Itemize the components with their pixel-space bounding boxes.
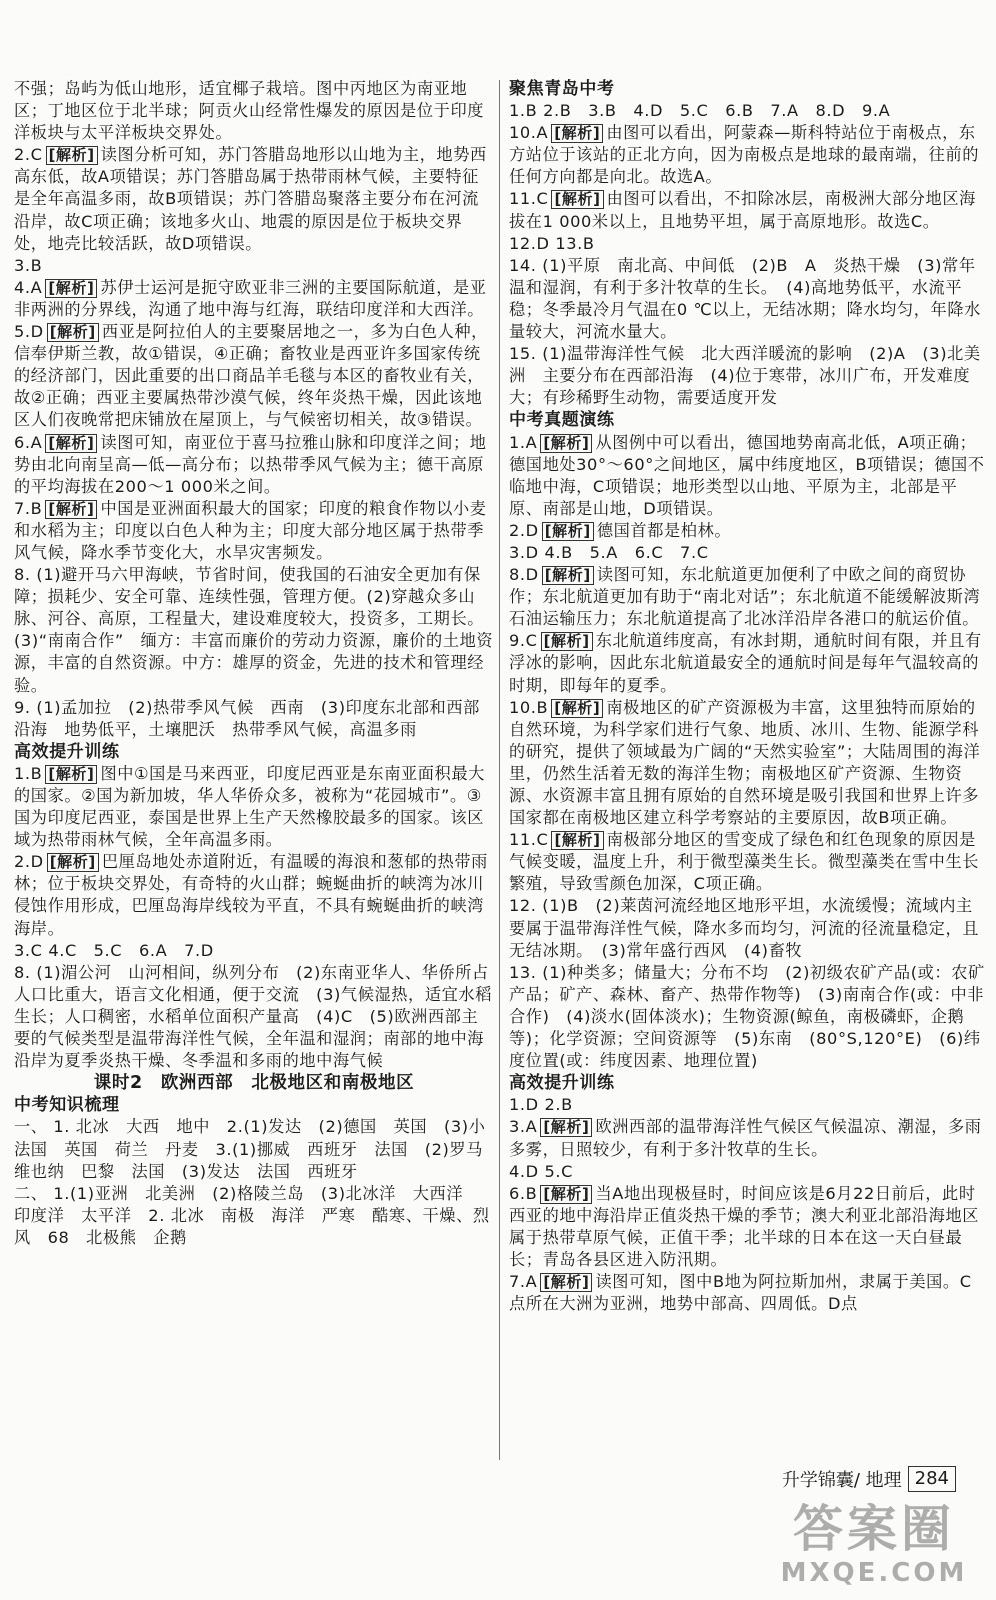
answer-entry [14,432,494,498]
answer-number: 1.B [509,101,538,121]
analysis-tag: [解析] [540,1118,592,1137]
answer-number: 2.C [14,145,43,165]
analysis-tag: [解析] [551,190,603,209]
answer-number: 11.C [509,830,549,850]
answer-text: 东北航道纬度高，有冰封期，通航时间有限，并且有浮冰的影响，因此东北航道最安全的通航时间是每年气温较高的时期，即每年的夏季。 [509,631,982,695]
answer-entry [14,78,494,144]
answer-entry [509,1271,987,1315]
answer-entry [509,542,987,564]
answer-text: 5.C [544,1161,574,1181]
answer-number: 4.A [14,277,43,297]
answer-entry [14,962,494,1072]
analysis-tag: [解析] [540,434,592,453]
answer-entry [14,255,494,277]
answer-text: 4.C 5.C 6.A 7.D [48,940,214,960]
right-column [509,78,987,1315]
answer-text: 南极部分地区的雪变成了绿色和红色现象的原因是气候变暖，温度上升，利于微型藻类生长。微型藻类在雪中生长繁殖，导致雪颜色加深，C项正确。 [509,830,980,894]
answer-entry [509,100,987,122]
lesson-title: 课时2 欧洲西部 北极地区和南极地区 [93,1073,415,1094]
answer-number: 8. [14,962,31,982]
section-heading: 中考知识梳理 [14,1095,120,1116]
analysis-tag: [解析] [47,853,99,872]
answer-text: 欧洲西部的温带海洋性气候区气候温凉、潮湿，多雨多雾，日照较少，有利于多汁牧草的生长。 [509,1117,982,1159]
answer-text: 苏伊士运河是扼守欧亚非三洲的主要国际航道，是亚非两洲的分界线，沟通了地中海与红海，联结印度洋和大西洋。 [14,277,487,319]
analysis-tag: [解析] [540,1273,592,1292]
answer-text: 4.B 5.A 6.C 7.C [544,542,709,562]
analysis-tag: [解析] [45,279,97,298]
section-heading: 中考真题演练 [509,410,615,431]
answer-number: 4.D [509,1161,539,1181]
section-heading: 高效提升训练 [14,741,120,762]
analysis-tag: [解析] [542,522,594,541]
section-heading: 高效提升训练 [509,1073,615,1094]
answer-number: 3.A [509,1117,538,1137]
answer-entry [14,697,494,741]
watermark-logo-text: 答案圈 [793,1500,955,1558]
answer-number: 一、 [14,1117,48,1137]
answer-number: 9. [14,697,31,717]
answer-entry [14,851,494,939]
answer-text: (1)种类多；储量大；分布不均 (2)初级农矿产品(或：农矿产品；矿产、森林、畜产、热带作物等) (3)南南合作(或：中非合作) (4)淡水(固体淡水)；生物资源(鲸鱼，南极磷虾，企鹅等)；化学资源；空间资源等 (5)东南 (80°S,120°E) (6)纬度位置(或：纬度因素、地理位置) [509,962,985,1071]
answer-text: 德国首都是柏林。 [596,520,732,540]
answer-text: 由图可以看出，不扣除冰层，南极洲大部分地区海拔在1 000米以上，且地势平坦，属于高原地形。故选C。 [509,189,976,231]
answer-number: 7.B [14,498,43,518]
answer-number: 13. [509,962,537,982]
watermark [764,1500,984,1596]
answer-number: 二、 [14,1183,48,1203]
answer-text: 读图分析可知，苏门答腊岛地形以山地为主，地势西高东低，故A项错误；苏门答腊岛属于热带雨林气候，主要特征是全年高温多雨，故B项错误；苏门答腊岛聚落主要分布在河流沿岸，故C项正确；该地多火山、地震的原因是位于板块交界处，地壳比较活跃，故D项错误。 [14,145,487,253]
answer-number: 6.A [14,432,43,452]
analysis-tag: [解析] [45,434,97,453]
answer-entry [509,1161,987,1183]
answer-entry [509,343,987,409]
answer-text: (1)B (2)莱茵河流经地区地形平坦，水流缓慢；流域内主要属于温带海洋性气候，降水多而均匀，河流的径流量稳定，且无结冰期。 (3)常年盛行西风 (4)畜牧 [509,896,980,960]
answer-entry [14,564,494,697]
answer-entry [509,233,987,255]
answer-entry [509,962,987,1072]
answer-entry [14,1116,503,1182]
answer-entry [14,498,494,564]
analysis-tag: [解析] [551,831,603,850]
answer-text: 2.B 3.B 4.D 5.C 6.B 7.A 8.D 9.A [543,101,891,121]
analysis-tag: [解析] [46,146,98,165]
analysis-tag: [解析] [551,699,603,718]
answer-text: 13.B [555,233,595,253]
answer-number: 3.C [14,940,43,960]
answer-entry [509,122,987,188]
section-heading: 聚焦青岛中考 [509,79,615,99]
answer-text: 由图可以看出，阿蒙森—斯科特站位于南极点，东方站位于该站的正北方向，因为南极点是地球的最南端，往前的任何方向都是向北。故选A。 [509,123,980,187]
analysis-tag: [解析] [551,124,603,143]
answer-text: 南极地区的矿产资源极为丰富，这里独特而原始的自然环境，为科学家们进行气象、地质、冰川、生物、能源学科的研究，提供了领域最为广阔的“天然实验室”；大陆周围的海洋里，仍然生活着无数的海洋生物；南极地区矿产资源、生物资源、水资源丰富且拥有原始的自然环境是吸引我国和世界上许多国家都在南极地区建立科学考察站的主要原因，故B项正确。 [509,697,981,828]
answer-number: 11.C [509,189,549,209]
answer-number: 7.A [509,1272,538,1292]
answer-number: 3.B [14,255,43,275]
answer-number: 1.D [509,1095,539,1115]
book-title: 升学锦囊/ 地理 [781,1470,902,1491]
analysis-tag: [解析] [47,323,99,342]
answer-entry [509,188,987,232]
answer-number: 1.B [14,763,43,783]
answer-text: 西亚是阿拉伯人的主要聚居地之一，多为白色人种，信奉伊斯兰教，故①错误，④正确；畜牧业是西亚许多国家传统的经济部门，因此重要的出口商品羊毛毯与本区的畜牧业有关，故②正确；西亚主要属热带沙漠气候，终年炎热干燥，因此该地区人们夜晚常把床铺放在屋顶上，与气候密切相关，故③错误。 [14,322,488,430]
analysis-tag: [解析] [540,1185,592,1204]
answer-entry [509,1183,987,1271]
answer-number: 1.A [509,432,538,452]
answer-entry [14,763,494,851]
answer-text: (1)避开马六甲海峡，节省时间，使我国的石油安全更加有保障；损耗少、安全可靠、连续性强，管理方便。(2)穿越众多山脉、河谷、高原，工程量大，建设难度较大，投资多，工期长。 (3)“南南合作” 缅方：丰富而廉价的劳动力资源，廉价的土地资源，丰富的自然资源。中方：雄厚的资金，先进的技术和管理经验。 [14,565,494,695]
answer-entry [509,520,987,542]
answer-entry [509,697,987,830]
watermark-url: MXQE.COM [780,1558,968,1588]
answer-entry [509,1094,987,1116]
answer-text: (1)温带海洋性气候 北大西洋暖流的影响 (2)A (3)北美洲 主要分布在西部沿海 (4)位于寒带，冰川广布，开发难度大；有珍稀野生动物，需要适度开发 [509,344,981,408]
answer-number: 8. [14,565,31,585]
answer-text: 读图可知，南亚位于喜马拉雅山脉和印度洋之间；地势由北向南呈高—低—高分布；以热带季风气候为主；德干高原的平均海拔在200～1 000米之间。 [14,432,487,496]
page-footer [782,1466,956,1492]
left-column [14,78,503,1249]
answer-text: 2.B [544,1095,573,1115]
answer-entry [509,255,987,343]
answer-number: 15. [509,344,537,364]
answer-number: 8.D [509,565,539,585]
answer-text: (1)孟加拉 (2)热带季风气候 西南 (3)印度东北部和西部沿海 地势低平，土壤肥沃 热带季风气候，高温多雨 [14,697,480,739]
answer-number: 6.B [509,1183,538,1203]
page-number: 284 [908,1466,956,1492]
answer-text: 1.(1)亚洲 北美洲 (2)格陵兰岛 (3)北冰洋 大西洋 印度洋 太平洋 2. 北冰 南极 海洋 严寒 酷寒、干燥、烈风 68 北极熊 企鹅 [14,1183,490,1247]
answer-text: 中国是亚洲面积最大的国家；印度的粮食作物以小麦和水稻为主；印度以白色人种为主；印度大部分地区属于热带季风气候，降水季节变化大，水旱灾害频发。 [14,498,487,562]
answer-number: 9.C [509,631,538,651]
answer-entry [509,895,987,961]
answer-entry [14,1183,494,1249]
answer-entry [14,940,494,962]
answer-text: 当A地出现极昼时，时间应该是6月22日前后，此时西亚的地中海沿岸正值炎热干燥的季节；澳大利亚北部沿海地区属于热带草原气候，正值干季；北半球的日本在这一天白昼最长；青岛各县区进入防汛期。 [509,1183,980,1269]
answer-entry [509,432,987,520]
answer-number: 10.A [509,123,549,143]
answer-entry [509,1116,987,1160]
answer-number: 5.D [14,322,44,342]
answer-number: 12.D [509,233,550,253]
analysis-tag: [解析] [541,632,593,651]
answer-entry [509,630,987,696]
answer-number: 10.B [509,697,549,717]
answer-number: 14. [509,255,537,275]
answer-text: 图中①国是马来西亚，印度尼西亚是东南亚面积最大的国家。②国为新加坡，华人华侨众多，被称为“花园城市”。③国为印度尼西亚，泰国是世界上生产天然橡胶最多的国家。该区域为热带雨林气候，全年高温多雨。 [14,763,485,850]
answer-text: 巴厘岛地处赤道附近，有温暖的海浪和葱郁的热带雨林；位于板块交界处，有奇特的火山群；蜿蜒曲折的峡湾为冰川侵蚀作用形成，巴厘岛海岸线较为平直，不具有蜿蜒曲折的峡湾海岸。 [14,852,488,938]
column-divider [499,80,500,1460]
answer-text: 读图可知，东北航道更加便利了中欧之间的商贸协作；东北航道更加有助于“南北对话”；东北航道不能缓解波斯湾石油运输压力；东北航道提高了北冰洋沿岸各港口的航运价值。 [509,565,981,629]
answer-entry [509,829,987,895]
analysis-tag: [解析] [45,500,97,519]
answer-number: 12. [509,896,537,916]
answer-entry [14,277,494,321]
answer-number: 3.D [509,542,539,562]
analysis-tag: [解析] [542,566,594,585]
answer-text: 1. 北冰 大西 地中 2.(1)发达 (2)德国 英国 (3)小 法国 英国 荷兰 丹麦 3.(1)挪威 西班牙 法国 (2)罗马 维也纳 巴黎 法国 (3)发达 法国 西班牙 [14,1117,503,1181]
answer-text: 不强；岛屿为低山地形，适宜椰子栽培。图中丙地区为南亚地区；丁地区位于北半球；阿贡火山经常性爆发的原因是位于印度洋板块与太平洋板块交界处。 [14,79,485,143]
analysis-tag: [解析] [45,765,97,784]
answer-text: 读图可知，图中B地为阿拉斯加州，隶属于美国。C点所在大洲为亚洲，地势中部高、四周低。D点 [509,1272,972,1314]
answer-entry [509,564,987,630]
answer-text: (1)平原 南北高、中间低 (2)B A 炎热干燥 (3)常年温和湿润，有利于多汁牧草的生长。 (4)高地势低平，水流平稳；冬季最冷月气温在0 ℃以上，无结冰期；降水均匀，年降水量较大，河流水量大。 [509,255,981,342]
answer-text: (1)湄公河 山河相间，纵列分布 (2)东南亚华人、华侨所占人口比重大，语言文化相通，便于交流 (3)气候湿热，适宜水稻生长；人口稠密，水稻单位面积产量高 (4)C (5)欧洲西部主要的气候类型是温带海洋性气候，全年温和湿润；南部的地中海沿岸为夏季炎热干燥、冬季温和多雨的地中海气候 [14,962,492,1071]
answer-entry [14,144,494,254]
answer-number: 2.D [14,852,44,872]
answer-text: 从图例中可以看出，德国地势南高北低，A项正确；德国地处30°～60°之间地区，属中纬度地区，B项错误；德国不临地中海，C项错误；地形类型以山地、平原为主，北部是平原、南部是山地，D项错误。 [509,432,985,518]
answer-entry [14,321,494,431]
answer-number: 2.D [509,520,539,540]
